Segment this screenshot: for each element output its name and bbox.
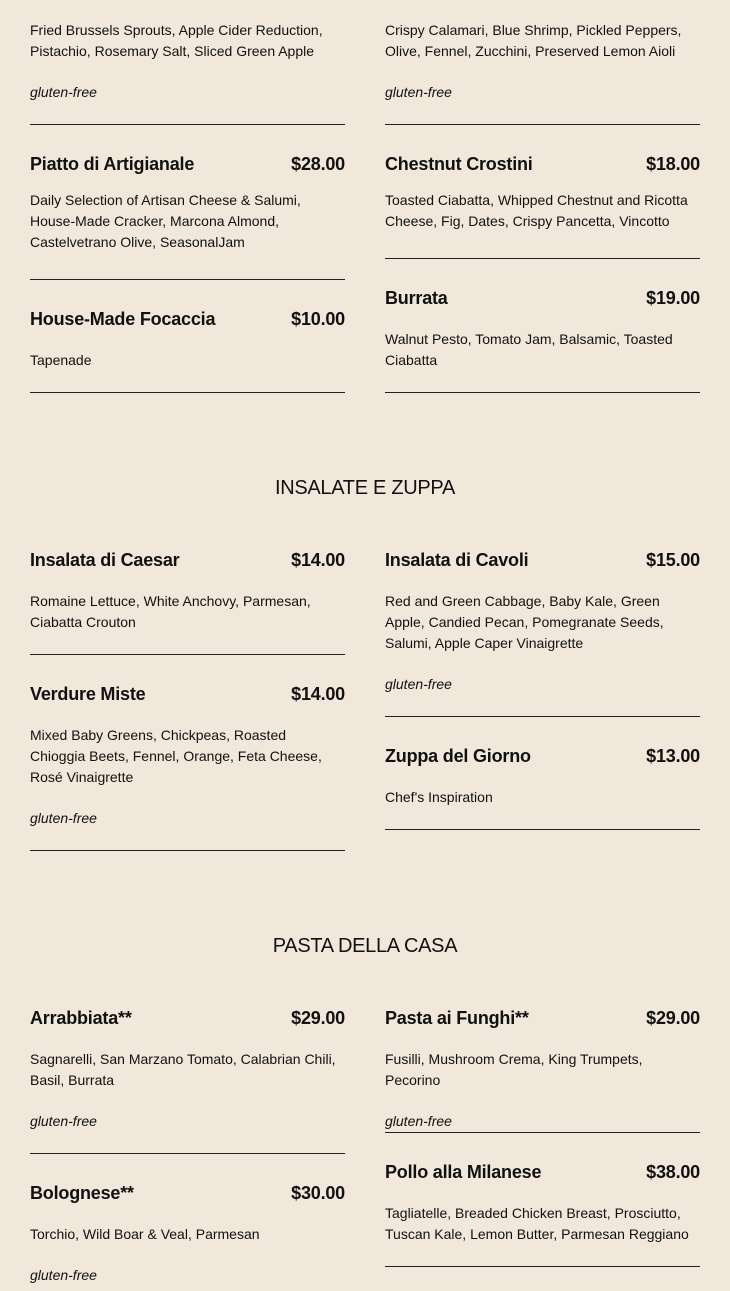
item-price: $18.00: [646, 154, 700, 174]
menu-item: [30, 684, 345, 829]
item-description: Daily Selection of Artisan Cheese & Salumi, House-Made Cracker, Marcona Almond, Castelvetrano Olive, SeasonalJam: [30, 192, 301, 250]
item-price: $29.00: [646, 1008, 700, 1028]
menu-item: [30, 1008, 345, 1132]
menu-item: [385, 1008, 700, 1132]
menu-item: [30, 154, 345, 253]
section-title: INSALATE E ZUPPA: [274, 477, 456, 499]
item-description: Tapenade: [30, 352, 92, 368]
section-title: PASTA DELLA CASA: [272, 935, 458, 957]
item-description: Fusilli, Mushroom Crema, King Trumpets, Pecorino: [385, 1051, 643, 1088]
item-description: Red and Green Cabbage, Baby Kale, Green Apple, Candied Pecan, Pomegranate Seeds, Salumi, Apple Caper Vinaigrette: [385, 593, 664, 651]
dietary-note: gluten-free: [30, 84, 97, 100]
dietary-note: gluten-free: [385, 1113, 452, 1129]
divider: [385, 716, 700, 717]
divider: [385, 1266, 700, 1267]
item-name: Arrabbiata**: [30, 1008, 132, 1028]
divider: [30, 654, 345, 655]
dietary-note: gluten-free: [385, 676, 452, 692]
item-description: Crispy Calamari, Blue Shrimp, Pickled Peppers, Olive, Fennel, Zucchini, Preserved Lemon Aioli: [385, 22, 682, 59]
dietary-note: gluten-free: [30, 1113, 97, 1129]
dietary-note: gluten-free: [30, 1267, 97, 1283]
menu-item: [385, 1162, 700, 1245]
divider: [385, 1132, 700, 1133]
divider: [30, 279, 345, 280]
item-price: $28.00: [291, 154, 345, 174]
item-name: Insalata di Caesar: [30, 550, 180, 570]
item-description: Sagnarelli, San Marzano Tomato, Calabrian Chili, Basil, Burrata: [30, 1051, 336, 1088]
item-price: $30.00: [291, 1183, 345, 1203]
item-description: Toasted Ciabatta, Whipped Chestnut and Ricotta Cheese, Fig, Dates, Crispy Pancetta, Vincotto: [385, 192, 688, 229]
item-description: Chef's Inspiration: [385, 789, 493, 805]
divider: [30, 1153, 345, 1154]
divider: [385, 258, 700, 259]
item-name: Insalata di Cavoli: [385, 550, 529, 570]
item-price: $14.00: [291, 684, 345, 704]
item-name: Chestnut Crostini: [385, 154, 533, 174]
divider: [30, 124, 345, 125]
divider: [385, 124, 700, 125]
item-description: Tagliatelle, Breaded Chicken Breast, Prosciutto, Tuscan Kale, Lemon Butter, Parmesan Reggiano: [385, 1205, 689, 1242]
item-name: Piatto di Artigianale: [30, 154, 195, 174]
item-price: $15.00: [646, 550, 700, 570]
item-name: House-Made Focaccia: [30, 309, 216, 329]
divider: [30, 392, 345, 393]
item-description: Walnut Pesto, Tomato Jam, Balsamic, Toasted Ciabatta: [385, 331, 673, 368]
menu-item: [385, 746, 700, 808]
dietary-note: gluten-free: [385, 84, 452, 100]
menu-item: [30, 550, 345, 633]
menu-item: [385, 550, 700, 695]
menu-item: [30, 1183, 345, 1286]
item-name: Pollo alla Milanese: [385, 1162, 542, 1182]
item-description: Torchio, Wild Boar & Veal, Parmesan: [30, 1226, 260, 1242]
menu-item: [385, 288, 700, 371]
divider: [385, 392, 700, 393]
item-description: Romaine Lettuce, White Anchovy, Parmesan, Ciabatta Crouton: [30, 593, 311, 630]
item-description: Fried Brussels Sprouts, Apple Cider Reduction, Pistachio, Rosemary Salt, Sliced Green Apple: [30, 22, 323, 59]
item-name: Pasta ai Funghi**: [385, 1008, 529, 1028]
item-name: Burrata: [385, 288, 448, 308]
item-name: Bolognese**: [30, 1183, 134, 1203]
item-price: $19.00: [646, 288, 700, 308]
divider: [30, 850, 345, 851]
menu-item: [30, 309, 345, 371]
item-price: $10.00: [291, 309, 345, 329]
menu-item: [385, 154, 700, 232]
item-description: Mixed Baby Greens, Chickpeas, Roasted Chioggia Beets, Fennel, Orange, Feta Cheese, Rosé Vinaigrette: [30, 727, 322, 785]
item-price: $38.00: [646, 1162, 700, 1182]
item-name: Verdure Miste: [30, 684, 146, 704]
item-price: $14.00: [291, 550, 345, 570]
divider: [385, 829, 700, 830]
dietary-note: gluten-free: [30, 810, 97, 826]
item-name: Zuppa del Giorno: [385, 746, 531, 766]
item-price: $29.00: [291, 1008, 345, 1028]
item-price: $13.00: [646, 746, 700, 766]
